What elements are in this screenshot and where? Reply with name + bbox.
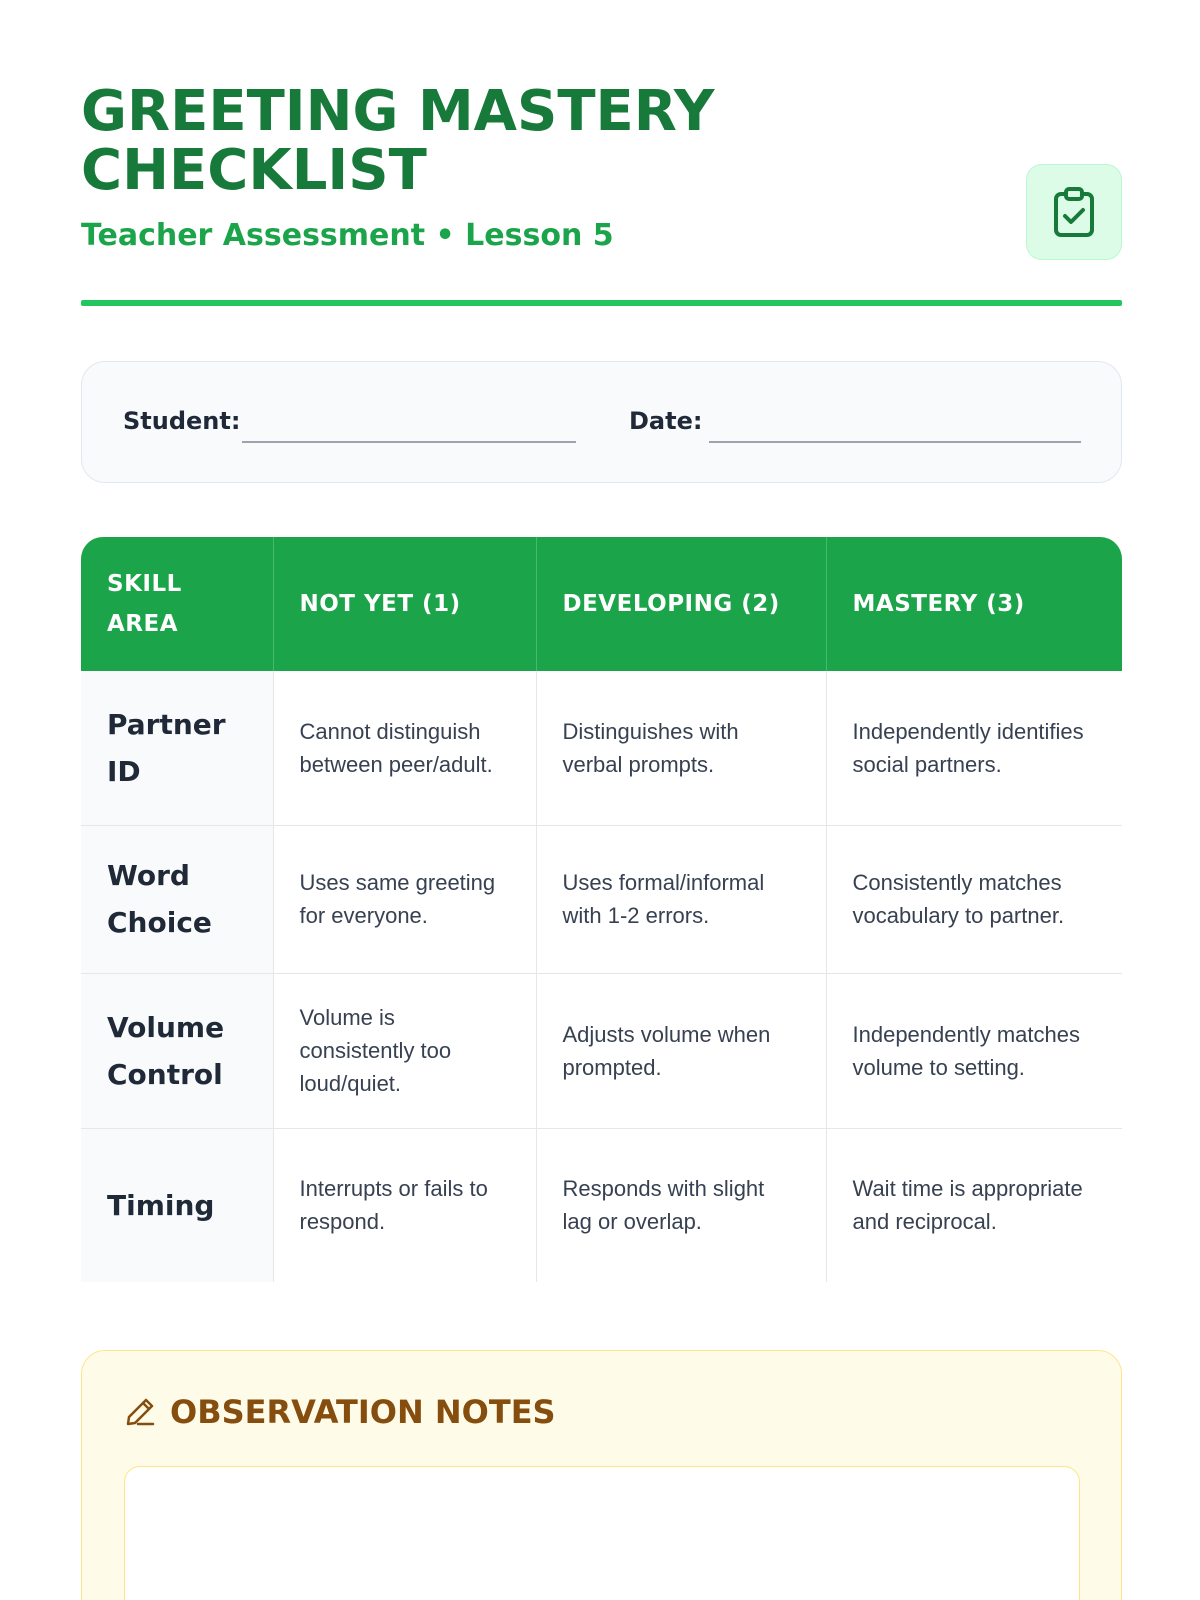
developing-cell: Distinguishes with verbal prompts. — [536, 671, 826, 825]
clipboard-badge — [1026, 164, 1122, 260]
not-yet-cell: Volume is consistently too loud/quiet. — [273, 973, 536, 1128]
developing-cell: Uses formal/informal with 1-2 errors. — [536, 825, 826, 973]
page-title — [81, 79, 801, 203]
page-subtitle: Teacher Assessment • Lesson 5 — [81, 218, 614, 253]
header-skill-area: SKILL AREA — [81, 537, 273, 671]
student-label: Student: — [123, 407, 241, 435]
header-mastery: MASTERY (3) — [826, 537, 1122, 671]
checklist-page — [81, 0, 1122, 1431]
table-row — [81, 671, 1122, 825]
not-yet-cell: Cannot distinguish between peer/adult. — [273, 671, 536, 825]
title-line-1: GREETING MASTERY — [81, 79, 715, 144]
table-row — [81, 825, 1122, 973]
date-field[interactable] — [709, 441, 1081, 443]
header-developing: DEVELOPING (2) — [536, 537, 826, 671]
developing-cell: Responds with slight lag or overlap. — [536, 1128, 826, 1282]
date-label: Date: — [629, 407, 703, 435]
title-line-2: CHECKLIST — [81, 138, 427, 203]
notes-textarea[interactable] — [124, 1466, 1080, 1600]
skill-cell: Word Choice — [81, 825, 273, 973]
rubric-table — [81, 537, 1122, 1282]
developing-cell: Adjusts volume when prompted. — [536, 973, 826, 1128]
pencil-icon — [124, 1396, 156, 1428]
page-header — [81, 0, 1122, 306]
mastery-cell: Consistently matches vocabulary to partner. — [826, 825, 1122, 973]
student-info-card — [81, 361, 1122, 483]
skill-cell: Volume Control — [81, 973, 273, 1128]
table-row — [81, 973, 1122, 1128]
skill-cell: Partner ID — [81, 671, 273, 825]
notes-title: OBSERVATION NOTES — [170, 1393, 556, 1431]
rubric-header-row — [81, 537, 1122, 671]
observation-notes-card — [81, 1350, 1122, 1600]
clipboard-check-icon — [1052, 186, 1096, 238]
header-divider — [81, 300, 1122, 306]
not-yet-cell: Uses same greeting for everyone. — [273, 825, 536, 973]
mastery-cell: Independently identifies social partners. — [826, 671, 1122, 825]
table-row — [81, 1128, 1122, 1282]
not-yet-cell: Interrupts or fails to respond. — [273, 1128, 536, 1282]
header-not-yet: NOT YET (1) — [273, 537, 536, 671]
notes-heading — [124, 1393, 556, 1431]
mastery-cell: Independently matches volume to setting. — [826, 973, 1122, 1128]
mastery-cell: Wait time is appropriate and reciprocal. — [852, 1176, 1083, 1235]
student-field[interactable] — [242, 441, 576, 443]
skill-cell: Timing — [81, 1128, 273, 1282]
